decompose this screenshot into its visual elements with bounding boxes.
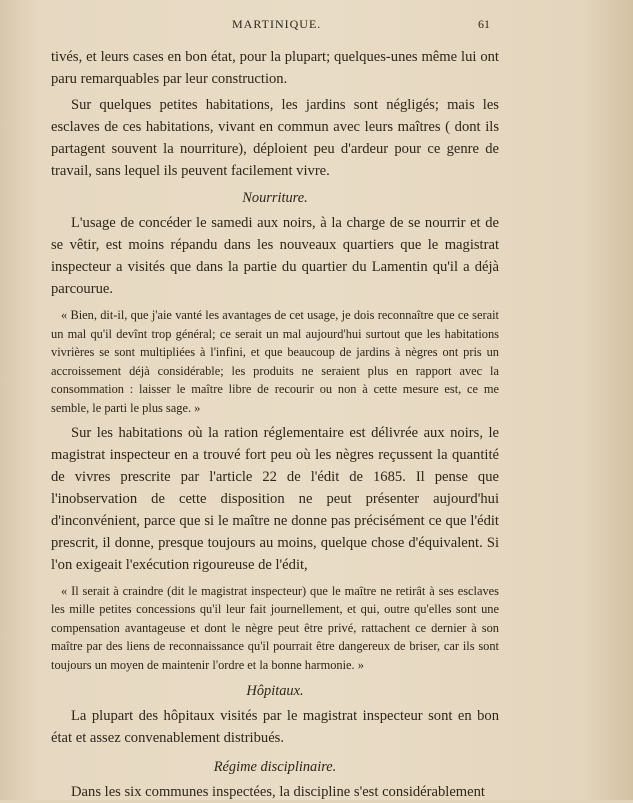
quote-inspector-concessions: « Il serait à craindre (dit le magistrat inspecteur) que le maître ne retirât à ses esclaves les mille petites concessions qu'il leur fait journellement, et qui, outre qu'elles sont une compensation avantageuse et dont le nègre peut être privé, rattachent ce dernier à son maître par des liens de reconnaissance qu'il pourrait être dangereux de briser, car ils sont toujours un moyen de maintenir l'ordre et la bonne harmonie. » [51,583,499,672]
section-heading-regime: Régime disciplinaire. [213,758,337,775]
paragraph-saturday-usage: L'usage de concéder le samedi aux noirs, à la charge de se nourrir et de se vêtir, est moins répandu dans les nouveaux quartiers que le magistrat inspecteur a visités que dans la partie du quartier du Lamentin qu'il a déjà parcourue. [51,215,499,297]
section-heading-hopitaux: Hôpitaux. [246,682,304,699]
section-heading-nourriture: Nourriture. [242,190,308,206]
paragraph-ration: Sur les habitations où la ration réglementaire est délivrée aux noirs, le magistrat inspecteur en a trouvé fort peu où les nègres reçussent la quantité de vivres prescrite par l'article 22 de l'édit de 1685. Il pense que l'inobservation de cette disposition ne peut présenter aujourd'hui d'inconvénient, parce que si le maître ne donne pas précisément ce que l'édit prescrit, il donne, presque toujours au moins, quelque chose d'équivalent. Si l'on exigeait l'exécution rigoureuse de l'édit, [51,424,499,573]
running-head [0,17,633,37]
paragraph-continuation: tivés, et leurs cases en bon état, pour la plupart; quelques-unes même lui ont paru remarquables par leur construction. [51,49,499,87]
paragraph-gardens: Sur quelques petites habitations, les jardins sont négligés; mais les esclaves de ces habitations, vivant en commun avec leurs maîtres ( dont ils partagent souvent la nourriture), déploient peu d'ardeur pour ce genre de travail, sans lequel ils peuvent facilement vivre. [51,97,499,179]
paragraph-discipline: Dans les six communes inspectées, la discipline s'est considérablement [71,783,485,800]
quote-inspector-usage: « Bien, dit-il, que j'aie vanté les avantages de cet usage, je dois reconnaître que ce serait un mal qu'il devînt trop général; ce serait un mal aujourd'hui surtout que les habitations vivrières se sont multipliées à l'infini, et que beaucoup de jardins à nègres ont pris un accroissement déjà considérable; les produits ne seraient plus en rapport avec la consommation : laisser le maître libre de recourir ou non à cette mesure est, ce me semble, le parti le plus sage. » [51,308,499,415]
running-title: MARTINIQUE. [232,17,322,31]
text-body [51,46,499,803]
paragraph-hospitals: La plupart des hôpitaux visités par le magistrat inspecteur sont en bon état et assez convenablement distribués. [51,707,499,746]
page-number: 61 [478,17,490,31]
